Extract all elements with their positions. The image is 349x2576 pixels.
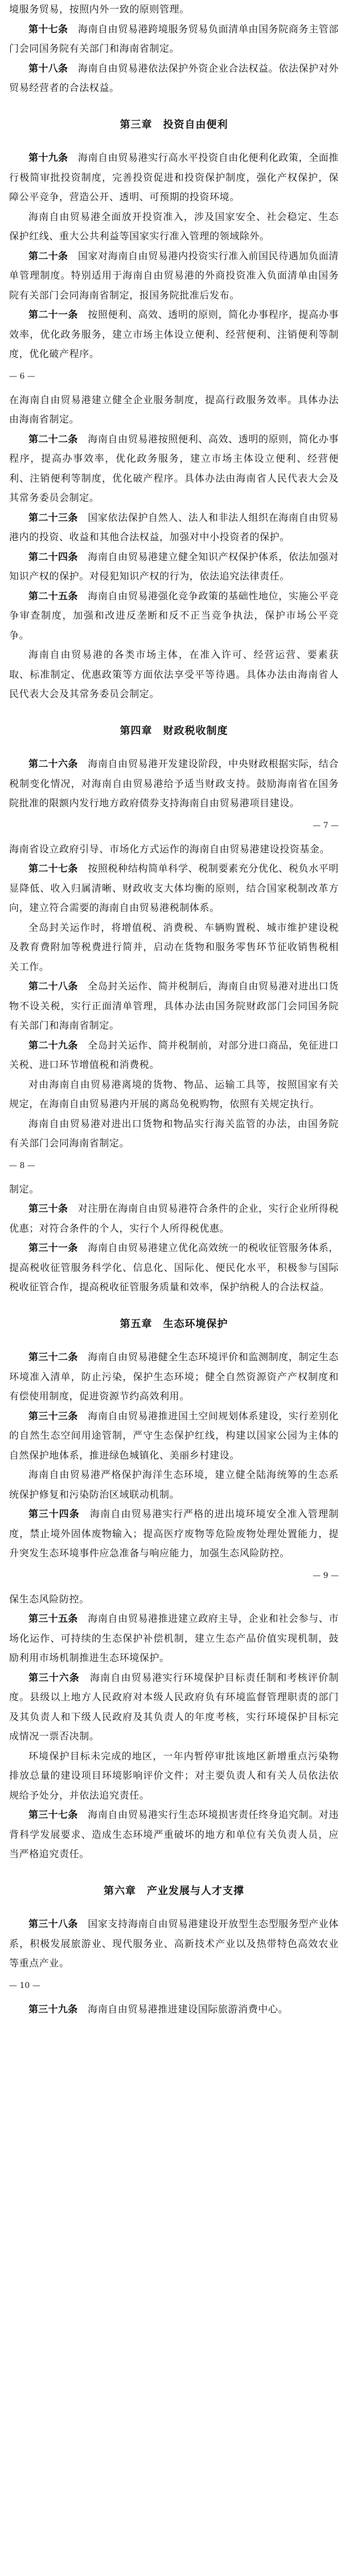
article-paragraph xyxy=(9,305,339,365)
article-gap xyxy=(78,1040,88,1051)
article-paragraph xyxy=(9,20,339,59)
article-paragraph xyxy=(9,859,339,918)
article-number: 第三十二条 xyxy=(28,1352,78,1363)
article-number: 第三十八条 xyxy=(28,1919,78,1930)
article-number: 第十七条 xyxy=(28,23,68,35)
article-number: 第二十九条 xyxy=(28,1039,78,1051)
article-gap xyxy=(78,1919,88,1930)
article-number: 第三十三条 xyxy=(28,1410,78,1422)
article-number: 第三十一条 xyxy=(28,1243,78,1254)
article-gap xyxy=(78,1809,88,1821)
article-number: 第二十二条 xyxy=(28,433,78,445)
paragraph-text: 海南自由贸易港强化竞争政策的基础性地位，实施公平竞争审查制度，加强和改进反垄断和反不正当竞争执法，保护市场公平竞争。 xyxy=(9,590,339,641)
article-number: 第二十七条 xyxy=(28,863,78,875)
paragraph-text: 按照税种结构简单科学、税制要素充分优化、税负水平明显降低、收入归属清晰、财政收支大体均衡的原则，结合国家税制改革方向，建立符合需要的海南自由贸易港税制体系。 xyxy=(9,863,339,914)
article-paragraph xyxy=(9,247,339,306)
paragraph-text: 对由海南自由贸易港离境的货物、物品、运输工具等，按照国家有关规定，在海南自由贸易港内开展的离岛免税购物，依照有关规定执行。 xyxy=(9,1079,339,1110)
article-gap xyxy=(78,1352,88,1363)
article-gap xyxy=(68,152,78,164)
paragraph-text: 对注册在海南自由贸易港符合条件的企业，实行企业所得税优惠；对符合条件的个人，实行个人所得税优惠。 xyxy=(9,1203,339,1235)
page-number: — 8 — xyxy=(9,1161,35,1170)
article-paragraph xyxy=(9,587,339,646)
article-number: 第十八条 xyxy=(28,63,68,74)
paragraph-text: 海南自由贸易港对进出口货物和物品实行海关监管的办法，由国务院有关部门会同海南省制定。 xyxy=(9,1118,339,1149)
article-paragraph xyxy=(9,508,339,548)
article-gap xyxy=(78,1613,88,1625)
article-number: 第三十七条 xyxy=(28,1809,78,1821)
article-paragraph xyxy=(9,1805,339,1865)
paragraph-text: 海南自由贸易港推进建设国际旅游消费中心。 xyxy=(88,2003,289,2015)
article-number: 第三十条 xyxy=(28,1203,68,1215)
paragraph-text: 海南自由贸易港实行严格的进出境环境安全准入管理制度，禁止境外固体废物输入；提高医疗废物等危险废物处理处置能力，提升突发生态环境事件应急准备与响应能力，加强生态风险防控。 xyxy=(9,1509,339,1559)
article-gap xyxy=(68,1203,78,1215)
article-paragraph xyxy=(9,977,339,1036)
body-paragraph xyxy=(9,645,339,705)
article-number: 第三十四条 xyxy=(28,1509,80,1520)
article-paragraph xyxy=(9,755,339,814)
body-paragraph xyxy=(9,1180,339,1200)
body-paragraph xyxy=(9,0,339,20)
paragraph-text: 海南自由贸易港实行高水平投资自由化便利化政策，全面推行极简审批投资制度，完善投资促进和投资保护制度，强化产权保护，保障公平竞争，营造公开、透明、可预期的投资环境。 xyxy=(9,152,339,203)
chapter-heading: 第三章 投资自由便利 xyxy=(120,118,228,131)
page-number: — 10 — xyxy=(9,1981,40,1990)
paragraph-text: 国家对海南自由贸易港内投资实行准入前国民待遇加负面清单管理制度。特别适用于海南自由贸易港的外商投资准入负面清单由国务院有关部门会同海南省制定，报国务院批准后发布。 xyxy=(9,250,339,301)
article-paragraph xyxy=(9,1036,339,1075)
article-gap xyxy=(80,1672,90,1684)
body-paragraph xyxy=(9,1075,339,1115)
body-paragraph xyxy=(9,1590,339,1610)
article-paragraph xyxy=(9,59,339,98)
paragraph-text: 海南自由贸易港推进国土空间规划体系建设，实行差别化的自然生态空间用途管制，严守生态保护红线，构建以国家公园为主体的自然保护地体系，推进绿色城镇化、美丽乡村建设。 xyxy=(9,1410,339,1461)
paragraph-text: 海南自由贸易港健全生态环境评价和监测制度，制定生态环境准入清单，防止污染，保护生态环境；健全自然资源资产产权制度和有偿使用制度，促进资源节约高效利用。 xyxy=(9,1352,339,1402)
paragraph-text: 海南自由贸易港的各类市场主体，在准入许可、经营运营、要素获取、标准制定、优惠政策等方面依法享受平等待遇。具体办法由海南省人民代表大会及其常务委员会制定。 xyxy=(9,649,339,700)
article-number: 第十九条 xyxy=(28,152,68,164)
article-paragraph xyxy=(9,1348,339,1407)
paragraph-text: 海南自由贸易港实行环境保护目标责任制和考核评价制度。县级以上地方人民政府对本级人民政府负有环境监督管理职责的部门及其负责人和下级人民政府及其负责人的年度考核，实行环境保护目标完成情况一票否决制。 xyxy=(9,1672,339,1742)
page-number: — 9 — xyxy=(313,1571,339,1580)
paragraph-text: 制定。 xyxy=(9,1183,39,1195)
article-number: 第二十八条 xyxy=(28,981,78,992)
article-gap xyxy=(78,512,88,524)
article-number: 第二十五条 xyxy=(28,590,78,602)
article-number: 第三十六条 xyxy=(28,1672,80,1684)
page-number: — 7 — xyxy=(313,821,339,830)
paragraph-text: 海南省设立政府引导、市场化方式运作的海南自由贸易港建设投资基金。 xyxy=(9,843,330,855)
paragraph-text: 海南自由贸易港按照便利、高效、透明的原则，简化办事程序，提高办事效率，优化政务服务，建立市场主体设立便利、经营便利、注销便利等制度，优化破产程序。具体办法由海南省人民代表大会及其常务委员会制定。 xyxy=(9,433,339,504)
article-gap xyxy=(78,759,88,770)
article-number: 第二十一条 xyxy=(28,309,78,321)
article-gap xyxy=(78,863,88,875)
paragraph-text: 海南自由贸易港推进建立政府主导，企业和社会参与、市场化运作、可持续的生态保护补偿机制，建立生态产品价值实现机制，鼓励利用市场机制推进生态环境保护。 xyxy=(9,1613,339,1664)
body-paragraph xyxy=(9,208,339,247)
paragraph-text: 国家依法保护自然人、法人和非法人组织在海南自由贸易港内的投资、收益和其他合法权益，加强对中小投资者的保护。 xyxy=(9,512,339,543)
body-paragraph xyxy=(9,1115,339,1154)
paragraph-text: 海南自由贸易港实行生态环境损害责任终身追究制。对违背科学发展要求、造成生态环境严重破坏的地方和单位有关负责人员，应当严格追究责任。 xyxy=(9,1809,339,1860)
article-gap xyxy=(80,1509,90,1520)
article-gap xyxy=(68,251,78,262)
body-paragraph xyxy=(9,391,339,430)
paragraph-text: 在海南自由贸易港建立健全企业服务制度，提高行政服务效率。具体办法由海南省制定。 xyxy=(9,394,339,425)
article-paragraph xyxy=(9,1505,339,1564)
paragraph-text: 海南自由贸易港严格保护海洋生态环境，建立健全陆海统筹的生态系统保护修复和污染防治区域联动机制。 xyxy=(9,1469,339,1501)
chapter-heading: 第六章 产业发展与人才支撑 xyxy=(104,1885,244,1897)
chapter-heading: 第五章 生态环境保护 xyxy=(120,1318,228,1330)
article-paragraph xyxy=(9,148,339,208)
article-number: 第二十条 xyxy=(28,250,68,262)
article-number: 第三十五条 xyxy=(28,1613,78,1625)
article-gap xyxy=(78,2004,88,2015)
paragraph-text: 海南自由贸易港跨境服务贸易负面清单由国务院商务主管部门会同国务院有关部门和海南省制定。 xyxy=(9,23,339,55)
article-gap xyxy=(78,434,88,445)
article-paragraph xyxy=(9,1915,339,1974)
article-gap xyxy=(78,552,88,563)
paragraph-text: 海南自由贸易港全面放开投资准入，涉及国家安全、社会稳定、生态保护红线、重大公共利益等国家实行准入管理的领域除外。 xyxy=(9,211,339,242)
article-number: 第三十九条 xyxy=(28,2003,78,2015)
paragraph-text: 按照便利、高效、透明的原则，简化办事程序，提高办事效率，优化政务服务，建立市场主体设立便利、经营便利、注销便利等制度，优化破产程序。 xyxy=(9,309,339,360)
article-paragraph xyxy=(9,1239,339,1298)
paragraph-text: 境服务贸易，按照内外一致的原则管理。 xyxy=(9,4,190,15)
article-paragraph xyxy=(9,1407,339,1466)
paragraph-text: 全岛封关运作、简并税制后，海南自由贸易港对进出口货物不设关税，实行正面清单管理，具体办法由国务院财政部门会同国务院有关部门和海南省制定。 xyxy=(9,981,339,1032)
article-number: 第二十六条 xyxy=(28,759,78,770)
article-gap xyxy=(78,309,88,321)
paragraph-text: 国家支持海南自由贸易港建设开放型生态型服务型产业体系，积极发展旅游业、现代服务业、高新技术产业以及热带特色高效农业等重点产业。 xyxy=(9,1919,339,1969)
paragraph-text: 全岛封关运作、简并税制前，对部分进口商品，免征进口关税、进口环节增值税和消费税。 xyxy=(9,1039,339,1071)
article-gap xyxy=(68,24,78,35)
article-number: 第二十四条 xyxy=(28,551,78,563)
body-paragraph xyxy=(9,840,339,860)
article-paragraph xyxy=(9,2000,339,2020)
article-gap xyxy=(78,1411,88,1422)
paragraph-text: 海南自由贸易港建立健全知识产权保护体系，依法加强对知识产权的保护。对侵犯知识产权的行为，依法追究法律责任。 xyxy=(9,551,339,582)
article-gap xyxy=(78,1243,88,1254)
article-paragraph xyxy=(9,430,339,508)
article-paragraph xyxy=(9,1199,339,1239)
article-gap xyxy=(68,63,78,74)
body-paragraph xyxy=(9,1747,339,1806)
article-gap xyxy=(78,591,88,602)
article-paragraph xyxy=(9,548,339,587)
body-paragraph xyxy=(9,1465,339,1505)
article-gap xyxy=(78,981,88,992)
article-number: 第二十三条 xyxy=(28,512,78,524)
paragraph-text: 海南自由贸易港依法保护外资企业合法权益。依法保护对外贸易经营者的合法权益。 xyxy=(9,63,339,94)
article-paragraph xyxy=(9,1668,339,1747)
page-number: — 6 — xyxy=(9,371,35,381)
article-paragraph xyxy=(9,1609,339,1668)
paragraph-text: 保生态风险防控。 xyxy=(9,1593,89,1605)
paragraph-text: 海南自由贸易港开发建设阶段，中央财政根据实际，结合税制变化情况，对海南自由贸易港给予适当财政支持。鼓励海南省在国务院批准的限额内发行地方政府债券支持海南自由贸易港项目建设。 xyxy=(9,759,339,809)
chapter-heading: 第四章 财政税收制度 xyxy=(120,724,228,737)
body-paragraph xyxy=(9,918,339,978)
paragraph-text: 全岛封关运作时，将增值税、消费税、车辆购置税、城市维护建设税及教育费附加等税费进行简并，启动在货物和服务零售环节征收销售税相关工作。 xyxy=(9,922,339,973)
paragraph-text: 环境保护目标未完成的地区，一年内暂停审批该地区新增重点污染物排放总量的建设项目环境影响评价文件；对主要负责人和有关人员依法依规给予处分，并依法追究责任。 xyxy=(9,1750,339,1801)
paragraph-text: 海南自由贸易港建立优化高效统一的税收征管服务体系，提高税收征管服务科学化、信息化、国际化、便民化水平，积极参与国际税收征管合作，提高税收征管服务质量和效率，保护纳税人的合法权益。 xyxy=(9,1243,339,1293)
